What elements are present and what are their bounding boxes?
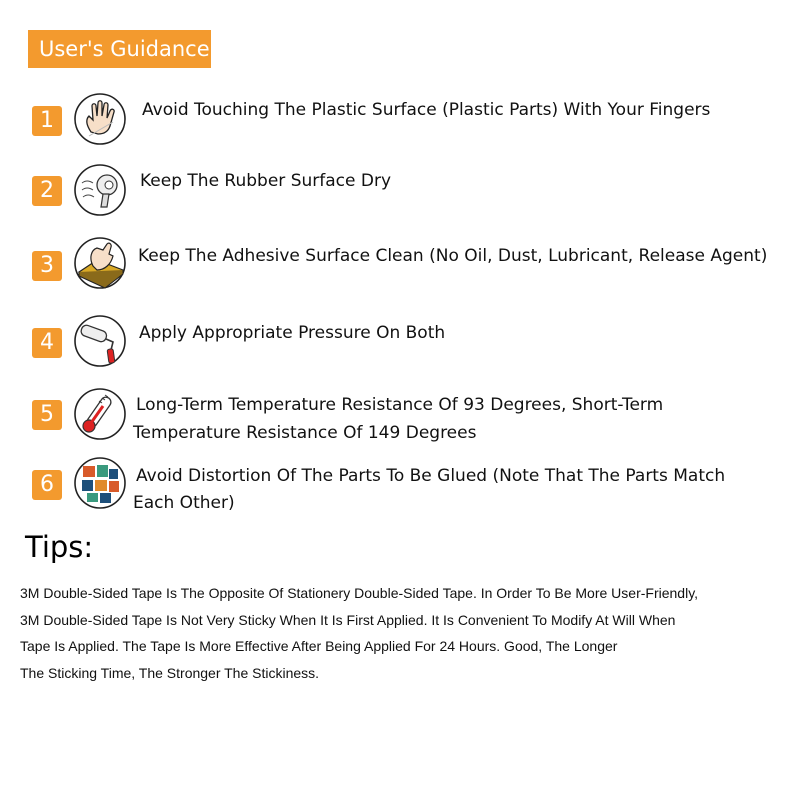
step-label: Avoid Touching The Plastic Surface (Plastic Parts) With Your Fingers [142,100,711,120]
step-label: Apply Appropriate Pressure On Both [139,323,446,343]
paint-roller-icon [73,314,127,368]
step-label: Long-Term Temperature Resistance Of 93 Degrees, Short-Term [136,395,664,415]
step-number-badge: 3 [32,251,62,281]
step-label: Avoid Distortion Of The Parts To Be Glued (Note That The Parts Match [136,466,726,486]
puzzle-pieces-icon [73,456,127,510]
step-label-continued: Each Other) [133,493,235,513]
step-label: Keep The Adhesive Surface Clean (No Oil, Dust, Lubricant, Release Agent) [138,246,768,266]
hand-wipe-icon [73,236,127,290]
step-number-badge: 5 [32,400,62,430]
tips-line: 3M Double-Sided Tape Is The Opposite Of Stationery Double-Sided Tape. In Order To Be More User-Friendly, [20,585,699,601]
tips-line: 3M Double-Sided Tape Is Not Very Sticky When It Is First Applied. It Is Convenient To Modify At Will When [20,611,676,628]
hand-touch-icon [73,92,127,146]
step-number-badge: 4 [32,328,62,358]
hair-dryer-icon [73,163,127,217]
tips-title: Tips: [25,530,94,564]
step-number-badge: 2 [32,176,62,206]
users-guidance-badge: User's Guidance [28,30,211,68]
step-number-badge: 6 [32,470,62,500]
step-label-continued: Temperature Resistance Of 149 Degrees [133,423,477,443]
step-number-badge: 1 [32,106,62,136]
tips-line: The Sticking Time, The Stronger The Stickiness. [20,664,320,681]
thermometer-icon [73,387,127,441]
tips-line: Tape Is Applied. The Tape Is More Effective After Being Applied For 24 Hours. Good, The Longer [20,638,618,654]
step-label: Keep The Rubber Surface Dry [140,171,391,191]
tips-body [20,580,800,686]
